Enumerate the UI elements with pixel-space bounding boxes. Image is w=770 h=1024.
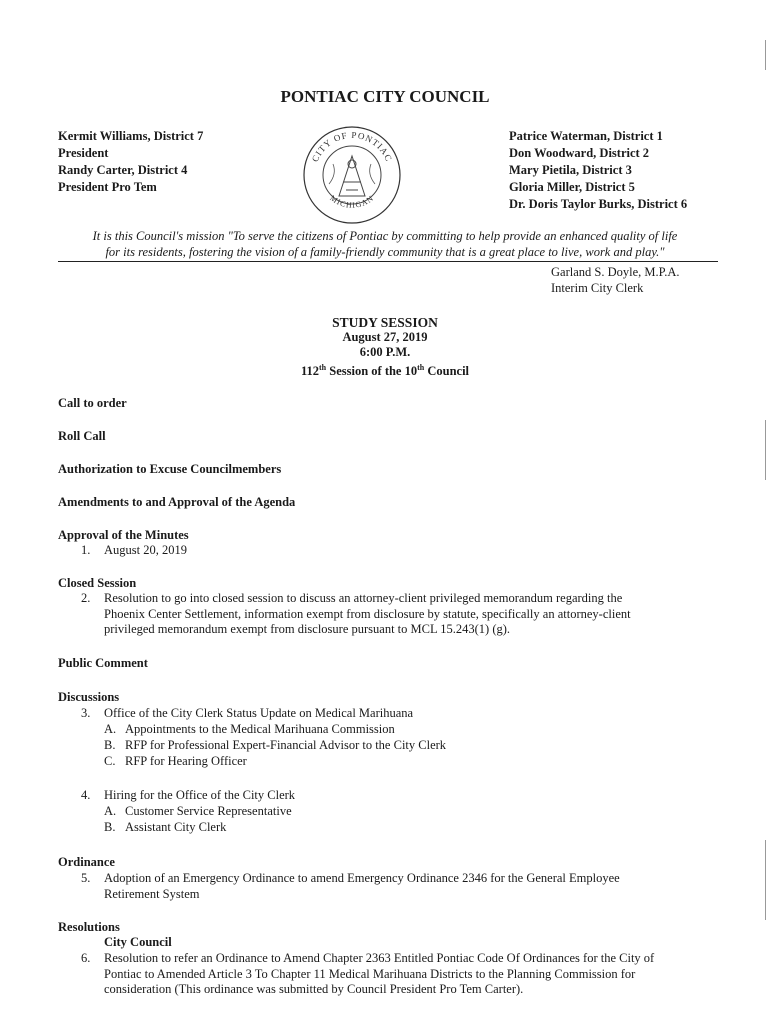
member-name: Randy Carter, District 4 — [58, 163, 188, 177]
member-name: Dr. Doris Taylor Burks, District 6 — [509, 197, 688, 211]
sub-item: Assistant City Clerk — [125, 820, 227, 834]
resolutions-subheading: City Council — [104, 935, 172, 949]
mission-line: It is this Council's mission "To serve the citizens of Pontiac by committing to help provide an enhanced quality of life — [92, 229, 678, 243]
section-closed-heading: Closed Session — [58, 576, 137, 590]
section-ordinance-heading: Ordinance — [58, 855, 115, 869]
item-number: 6. — [81, 951, 91, 965]
minutes-item: August 20, 2019 — [104, 543, 187, 557]
svg-text:CITY OF PONTIAC — [310, 130, 395, 163]
clerk-title: Interim City Clerk — [551, 281, 644, 295]
clerk-block — [551, 264, 679, 296]
member-role: President — [58, 146, 109, 160]
sub-item: RFP for Hearing Officer — [125, 754, 247, 768]
session-date: August 27, 2019 — [342, 330, 428, 344]
sub-item: Appointments to the Medical Marihuana Commission — [125, 722, 395, 736]
city-seal-icon — [299, 124, 405, 226]
ordinance-item: Adoption of an Emergency Ordinance to amend Emergency Ordinance 2346 for the General Employee Retirement System — [104, 871, 620, 901]
scan-edge-mark — [765, 840, 766, 920]
item-number: 2. — [81, 591, 91, 605]
member-name: Mary Pietila, District 3 — [509, 163, 632, 177]
agenda-roll-call: Roll Call — [58, 429, 106, 443]
member-name: Don Woodward, District 2 — [509, 146, 650, 160]
mission-line: for its residents, fostering the vision of a family-friendly community that is a great place to live, work and play." — [105, 245, 665, 259]
sub-letter: B. — [104, 820, 116, 834]
sub-letter: A. — [104, 722, 117, 736]
closed-session-text: Resolution to go into closed session to discuss an attorney-client privileged memorandum regarding the Phoenix Center Settlement, information exempt from disclosure by statute, specifically an attorney-client privileged memorandum exempt from disclosure pursuant to MCL 15.243(1) (g). — [104, 591, 631, 637]
agenda-public-comment: Public Comment — [58, 656, 148, 670]
member-name: Gloria Miller, District 5 — [509, 180, 635, 194]
clerk-name: Garland S. Doyle, M.P.A. — [551, 265, 680, 279]
sub-letter: B. — [104, 738, 116, 752]
sub-letter: A. — [104, 804, 117, 818]
sub-item: RFP for Professional Expert-Financial Advisor to the City Clerk — [125, 738, 447, 752]
agenda-call-to-order: Call to order — [58, 396, 127, 410]
session-info — [0, 315, 770, 379]
section-minutes-heading: Approval of the Minutes — [58, 528, 189, 542]
item-number: 5. — [81, 871, 91, 885]
section-resolutions-heading: Resolutions — [58, 920, 120, 934]
seal-bottom-text: MICHIGAN — [328, 193, 376, 210]
header-divider — [58, 261, 718, 262]
item-number: 4. — [81, 788, 91, 802]
session-time: 6:00 P.M. — [359, 345, 411, 359]
left-members — [58, 128, 203, 196]
sub-letter: C. — [104, 754, 116, 768]
section-discussions-heading: Discussions — [58, 690, 120, 704]
session-type: STUDY SESSION — [332, 315, 438, 330]
resolution-item: Resolution to refer an Ordinance to Amend Chapter 2363 Entitled Pontiac Code Of Ordinances for the City of Pontiac to Amended Article 3 To Chapter 11 Medical Marihuana Districts to the Planning Commission for consideration (This ordinance was submitted by Council President Pro Tem Carter). — [104, 951, 655, 997]
agenda-amendments: Amendments to and Approval of the Agenda — [58, 495, 296, 509]
discussion-item: Hiring for the Office of the City Clerk — [104, 788, 296, 802]
item-number: 3. — [81, 706, 91, 720]
session-number: 112th Session of the 10th Council — [300, 363, 470, 379]
agenda-excuse: Authorization to Excuse Councilmembers — [58, 462, 282, 476]
scan-edge-mark — [765, 420, 766, 480]
scan-edge-mark — [765, 40, 766, 70]
mission-statement — [55, 228, 715, 260]
member-name: Patrice Waterman, District 1 — [509, 129, 663, 143]
right-members — [509, 128, 687, 213]
item-number: 1. — [81, 543, 91, 557]
seal-top-text: CITY OF PONTIAC — [309, 129, 395, 164]
member-role: President Pro Tem — [58, 180, 157, 194]
discussion-item: Office of the City Clerk Status Update on Medical Marihuana — [104, 706, 414, 720]
page-title: PONTIAC CITY COUNCIL — [280, 87, 490, 106]
sub-item: Customer Service Representative — [125, 804, 292, 818]
member-name: Kermit Williams, District 7 — [58, 129, 204, 143]
